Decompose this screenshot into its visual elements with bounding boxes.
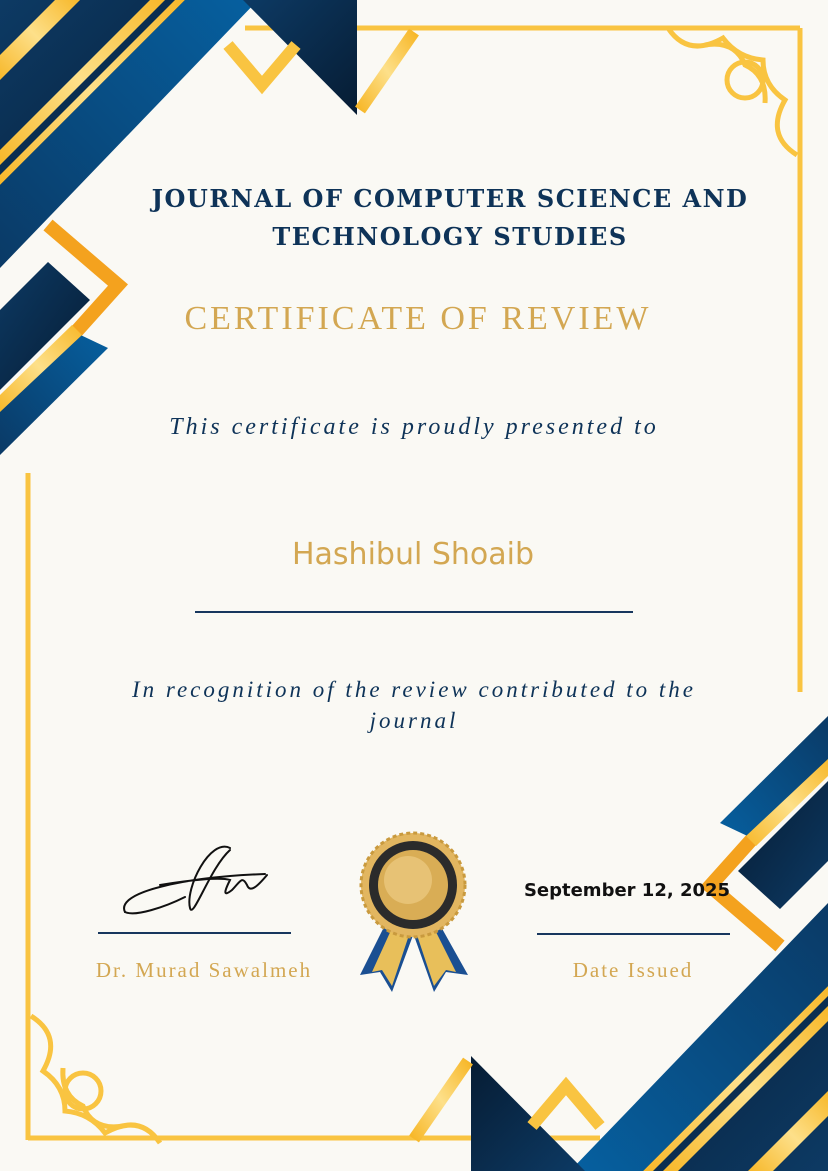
journal-name-line1: JOURNAL OF COMPUTER SCIENCE AND (151, 184, 749, 213)
award-medal-icon (360, 833, 468, 992)
journal-name-line2: TECHNOLOGY STUDIES (272, 222, 628, 251)
signature-graphic (124, 847, 267, 914)
recognition-text: In recognition of the review contributed to the journal (131, 677, 697, 733)
signature-line (98, 932, 291, 934)
date-issued-value: September 12, 2025 (523, 880, 731, 901)
journal-name (36, 180, 828, 256)
date-line (537, 933, 730, 935)
date-issued-label: Date Issued (572, 958, 694, 982)
ornament-top-right (668, 28, 797, 155)
signer-name: Dr. Murad Sawalmeh (95, 958, 313, 982)
decor-bottom-right (414, 716, 828, 1171)
presented-to-text: This certificate is proudly presented to (169, 414, 659, 440)
recipient-name: Hashibul Shoaib (291, 537, 535, 572)
certificate-title: CERTIFICATE OF REVIEW (184, 300, 652, 337)
name-underline (195, 611, 633, 613)
ornament-bottom-left (31, 1016, 160, 1143)
